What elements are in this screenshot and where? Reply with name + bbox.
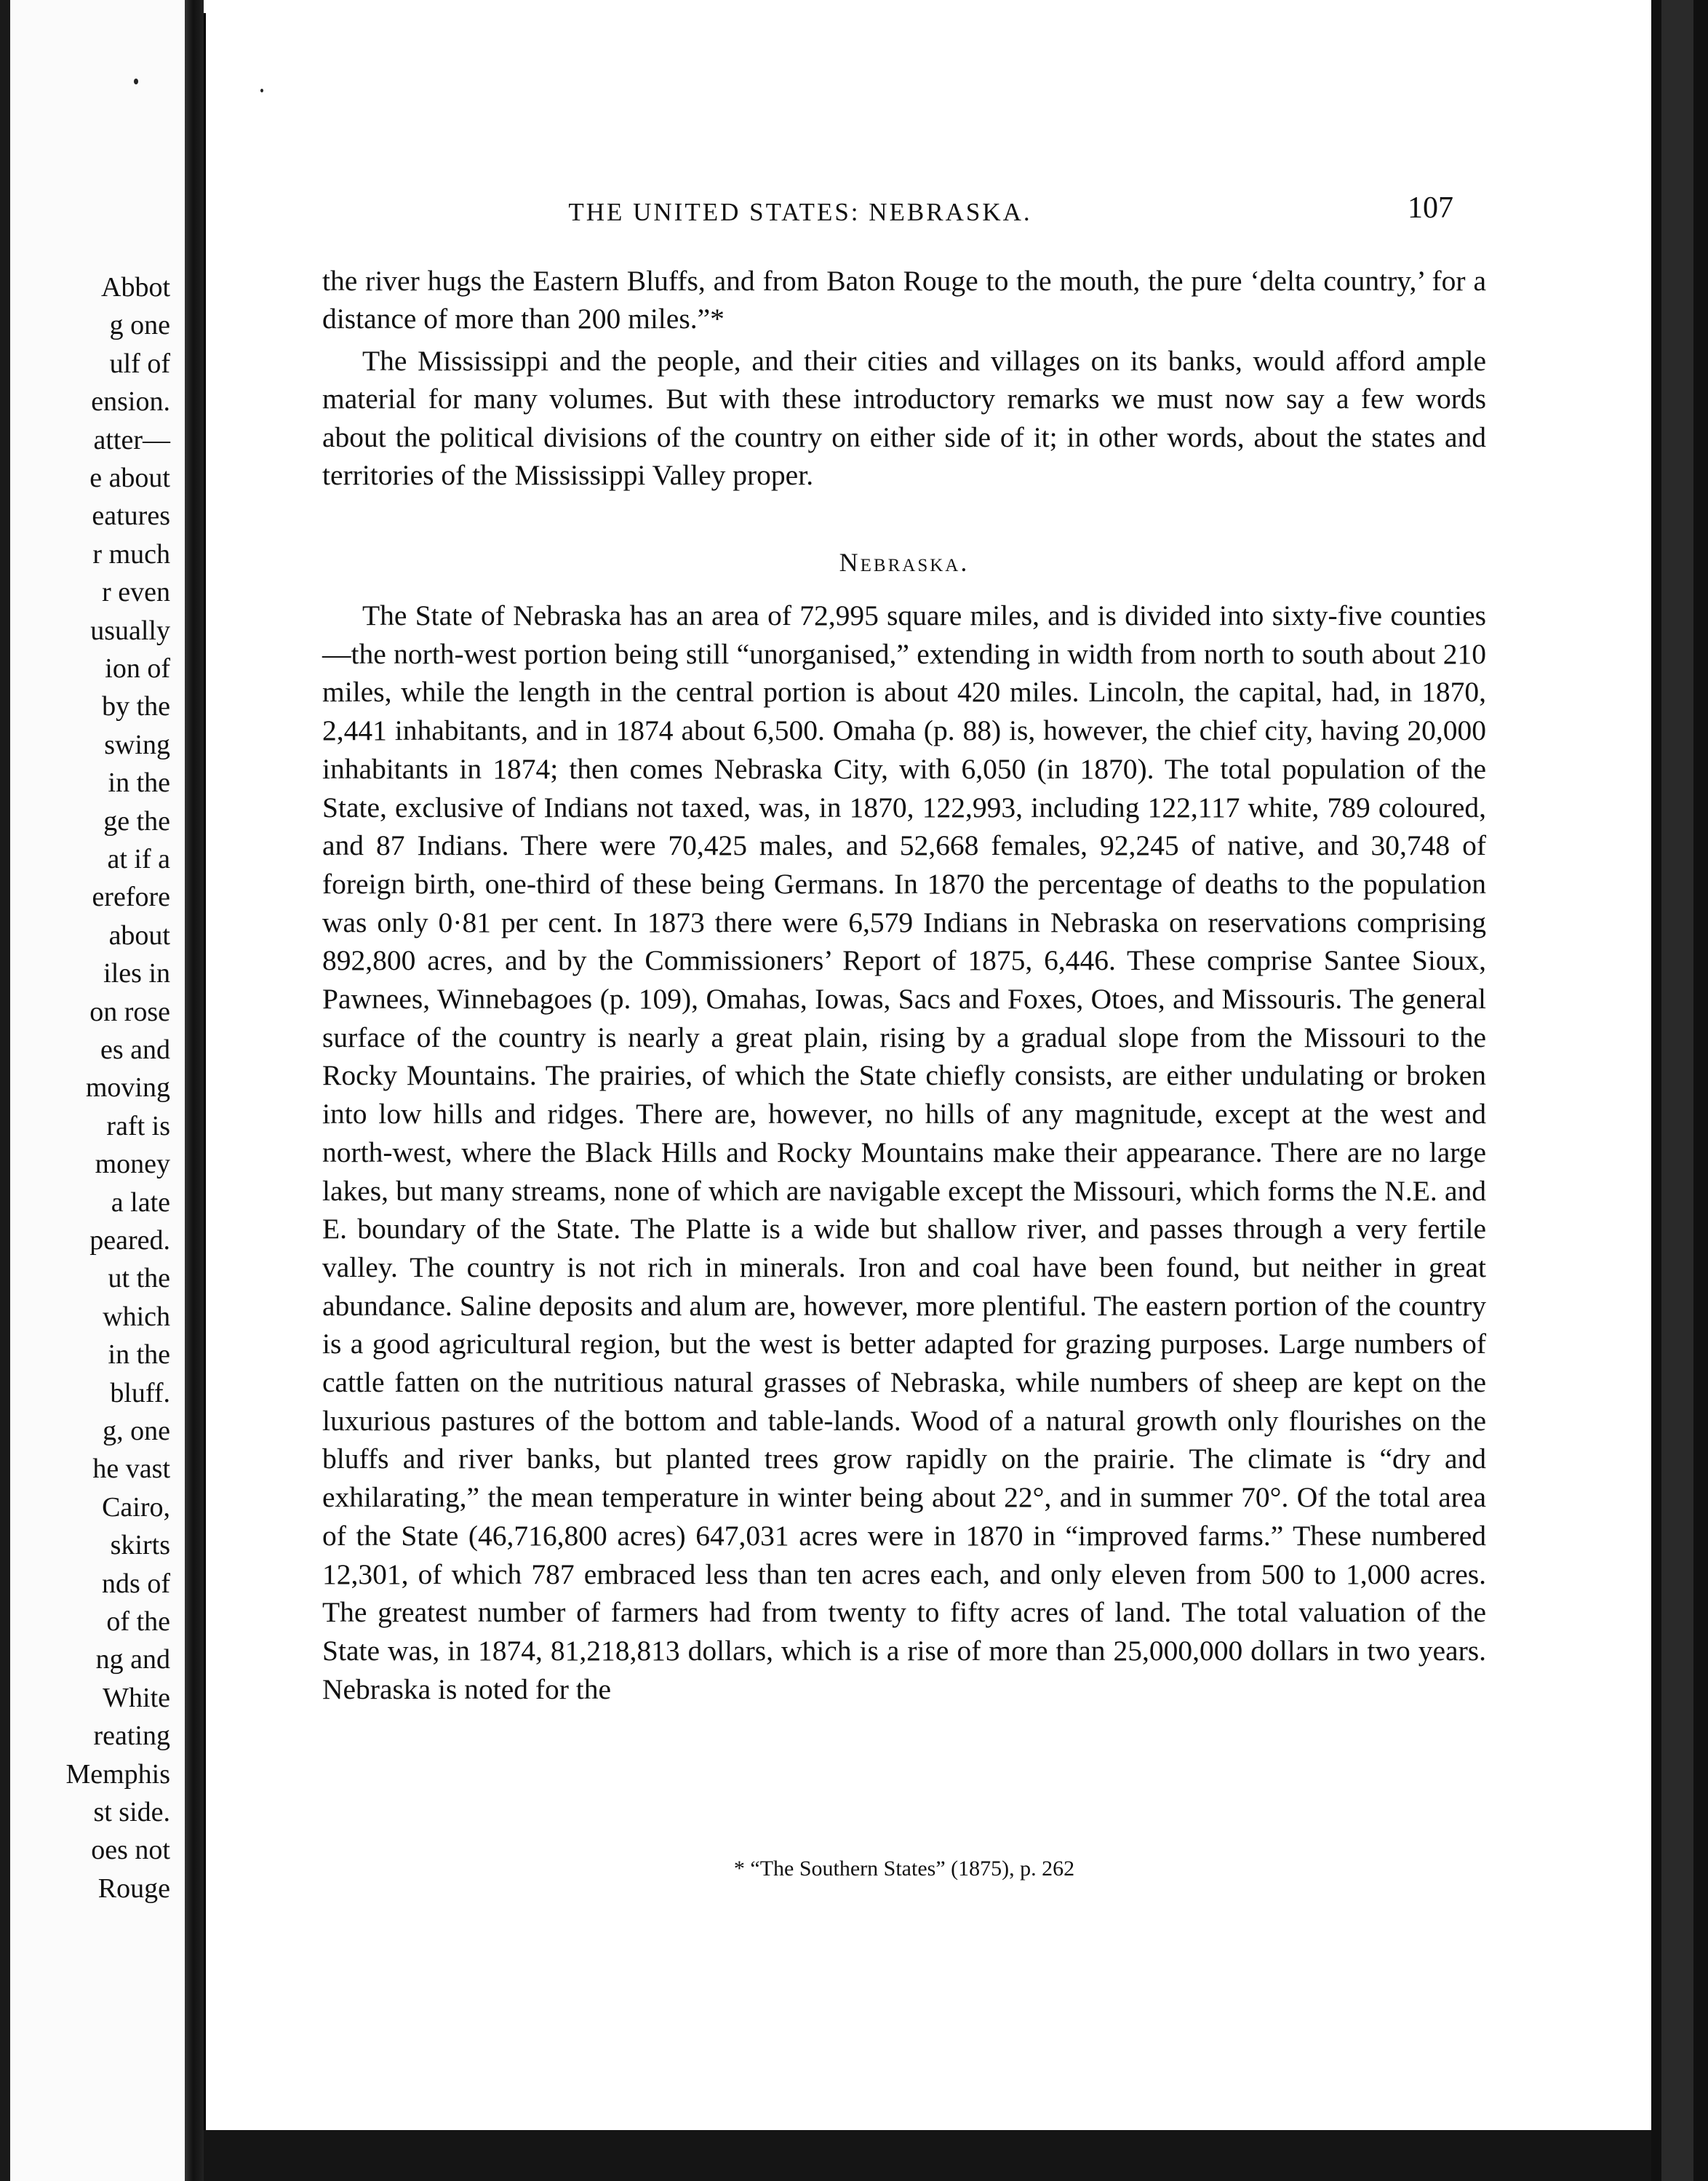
facing-page-line: r much (92, 538, 170, 570)
facing-page-line: eatures (92, 501, 170, 532)
facing-page-line: about (108, 920, 170, 951)
facing-page-line: moving (85, 1072, 170, 1104)
facing-page-line: Cairo, (102, 1491, 170, 1523)
facing-page-line: g one (109, 310, 170, 341)
scan-speck (134, 79, 138, 84)
facing-page-line: of the (106, 1606, 170, 1637)
left-gutter (0, 0, 10, 2181)
facing-page-line: at if a (107, 844, 170, 874)
facing-page-line: e about (89, 463, 170, 493)
continuation-paragraph (322, 262, 1486, 338)
facing-page-line: atter— (93, 424, 170, 455)
page-number: 107 (1408, 191, 1453, 225)
intro-paragraph (322, 342, 1486, 494)
facing-page-line: bluff. (110, 1377, 170, 1408)
right-page-edge-inner (1661, 0, 1693, 2181)
facing-page-line: which (103, 1301, 170, 1332)
facing-page-line: skirts (110, 1530, 170, 1561)
nebraska-paragraph (322, 597, 1486, 1708)
facing-page-line: ulf of (109, 348, 170, 379)
facing-page-line: st side. (93, 1797, 170, 1827)
bottom-page-edge (204, 2130, 1651, 2181)
facing-page-line: ion of (105, 653, 170, 684)
running-head: THE UNITED STATES: NEBRASKA. (568, 198, 1032, 226)
facing-page-line: money (95, 1149, 170, 1180)
facing-page-line: Memphis (65, 1758, 170, 1790)
facing-page-line: ut the (108, 1263, 170, 1294)
facing-page-line: oes not (91, 1835, 170, 1866)
scan-speck (260, 89, 263, 92)
facing-page-line: erefore (92, 882, 170, 913)
facing-page-line: by the (102, 691, 170, 722)
facing-page-line: ension. (91, 386, 170, 418)
facing-page-line: es and (100, 1034, 170, 1065)
facing-page-line: nds of (102, 1568, 170, 1599)
facing-page-line: usually (90, 615, 170, 646)
footnote: * “The Southern States” (1875), p. 262 (733, 1857, 1075, 1881)
right-page-edge (1651, 0, 1708, 2181)
facing-page-line: in the (108, 1339, 170, 1371)
continuation-paragraph-text: the river hugs the Eastern Bluffs, and from Baton Rouge to the mouth, the pure ‘delta country,’ for a distance of more than 200 miles.”* (322, 265, 1486, 335)
facing-page-line: raft is (106, 1110, 170, 1141)
facing-page-line: on rose (89, 996, 170, 1027)
facing-page-line: iles in (103, 958, 170, 989)
book-binding (185, 0, 204, 2181)
nebraska-paragraph-text: The State of Nebraska has an area of 72,995 square miles, and is divided into sixty-five counties—the north-west portion being still “unorganised,” extending in width from north to south about 210 miles, while the length in the central portion is about 420 miles. Lincoln, the capital, had, in 1870, 2,441 inhabitants, and in 1874 about 6,500. Omaha (p. 88) is, however, the chief city, having 20,000 inhabitants in 1874; then comes Nebraska City, with 6,050 (in 1870). The total population of the State, exclusive of Indians not taxed, was, in 1870, 122,993, including 122,117 white, 789 coloured, and 87 Indians. There were 70,425 males, and 52,668 females, 92,245 of native, and 30,748 of foreign birth, one-third of these being Germans. In 1870 the percentage of deaths to the population was only 0·81 per cent. In 1873 there were 6,579 Indians in Nebraska on reservations comprising 892,800 acres, and by the Commissioners’ Report of 1875, 6,446. These comprise Santee Sioux, Pawnees, Winnebagoes (p. 109), Omahas, Iowas, Sacs and Foxes, Otoes, and Missouris. The general surface of the country is nearly a great plain, rising by a gradual slope from the Missouri to the Rocky Mountains. The prairies, of which the State chiefly consists, are either undulating or broken into low hills and ridges. There are, however, no hills of any magnitude, except at the west and north-west, where the Black Hills and Rocky Mountains make their appearance. There are no large lakes, but many streams, none of which are navigable except the Missouri, which forms the N.E. and E. boundary of the State. The Platte is a wide but shallow river, and passes through a very fertile valley. The country is not rich in minerals. Iron and coal have been found, but neither in great abundance. Saline deposits and alum are, however, more plentiful. The eastern portion of the country is a good agricultural region, but the west is better adapted for grazing purposes. Large numbers of cattle fatten on the nutritious natural grasses of Nebraska, while numbers of sheep are kept on the luxurious pastures of the bottom and table-lands. Wood of a natural growth only flourishes on the bluffs and river banks, but planted trees grow rapidly on the prairie. The climate is “dry and exhilarating,” the mean temperature in winter being about 22°, and in summer 70°. Of the total area of the State (46,716,800 acres) 647,031 acres were in 1870 in “improved farms.” These numbered 12,301, of which 787 embraced less than ten acres each, and only eleven from 500 to 1,000 acres. The greatest number of farmers had from twenty to fifty acres of land. The total valuation of the State was, in 1874, 81,218,813 dollars, which is a rise of more than 25,000,000 dollars in two years. Nebraska is noted for the (322, 599, 1486, 1705)
facing-page-line: he vast (92, 1454, 170, 1485)
facing-page-line: in the (108, 767, 170, 799)
facing-page-line: a late (111, 1187, 170, 1218)
facing-page-line: g, one (103, 1416, 170, 1446)
facing-page-lines (10, 0, 185, 2181)
intro-paragraph-text: The Mississippi and the people, and their cities and villages on its banks, would afford ample material for many volumes. But with these introductory remarks we must now say a few words about the political divisions of the country on either side of it; in other words, about the states and territories of the Mississippi Valley proper. (322, 345, 1486, 491)
facing-page-line: Rouge (97, 1873, 170, 1904)
facing-page-fragment (10, 0, 185, 2181)
facing-page-line: ge the (103, 805, 170, 837)
facing-page-line: Abbot (101, 272, 170, 303)
facing-page-line: White (103, 1682, 170, 1713)
facing-page-line: ng and (95, 1644, 170, 1675)
section-heading: Nebraska. (839, 548, 970, 577)
facing-page-line: r even (102, 577, 170, 608)
facing-page-line: swing (104, 729, 170, 760)
facing-page-line: reating (93, 1721, 170, 1752)
facing-page-line: peared. (89, 1225, 170, 1256)
